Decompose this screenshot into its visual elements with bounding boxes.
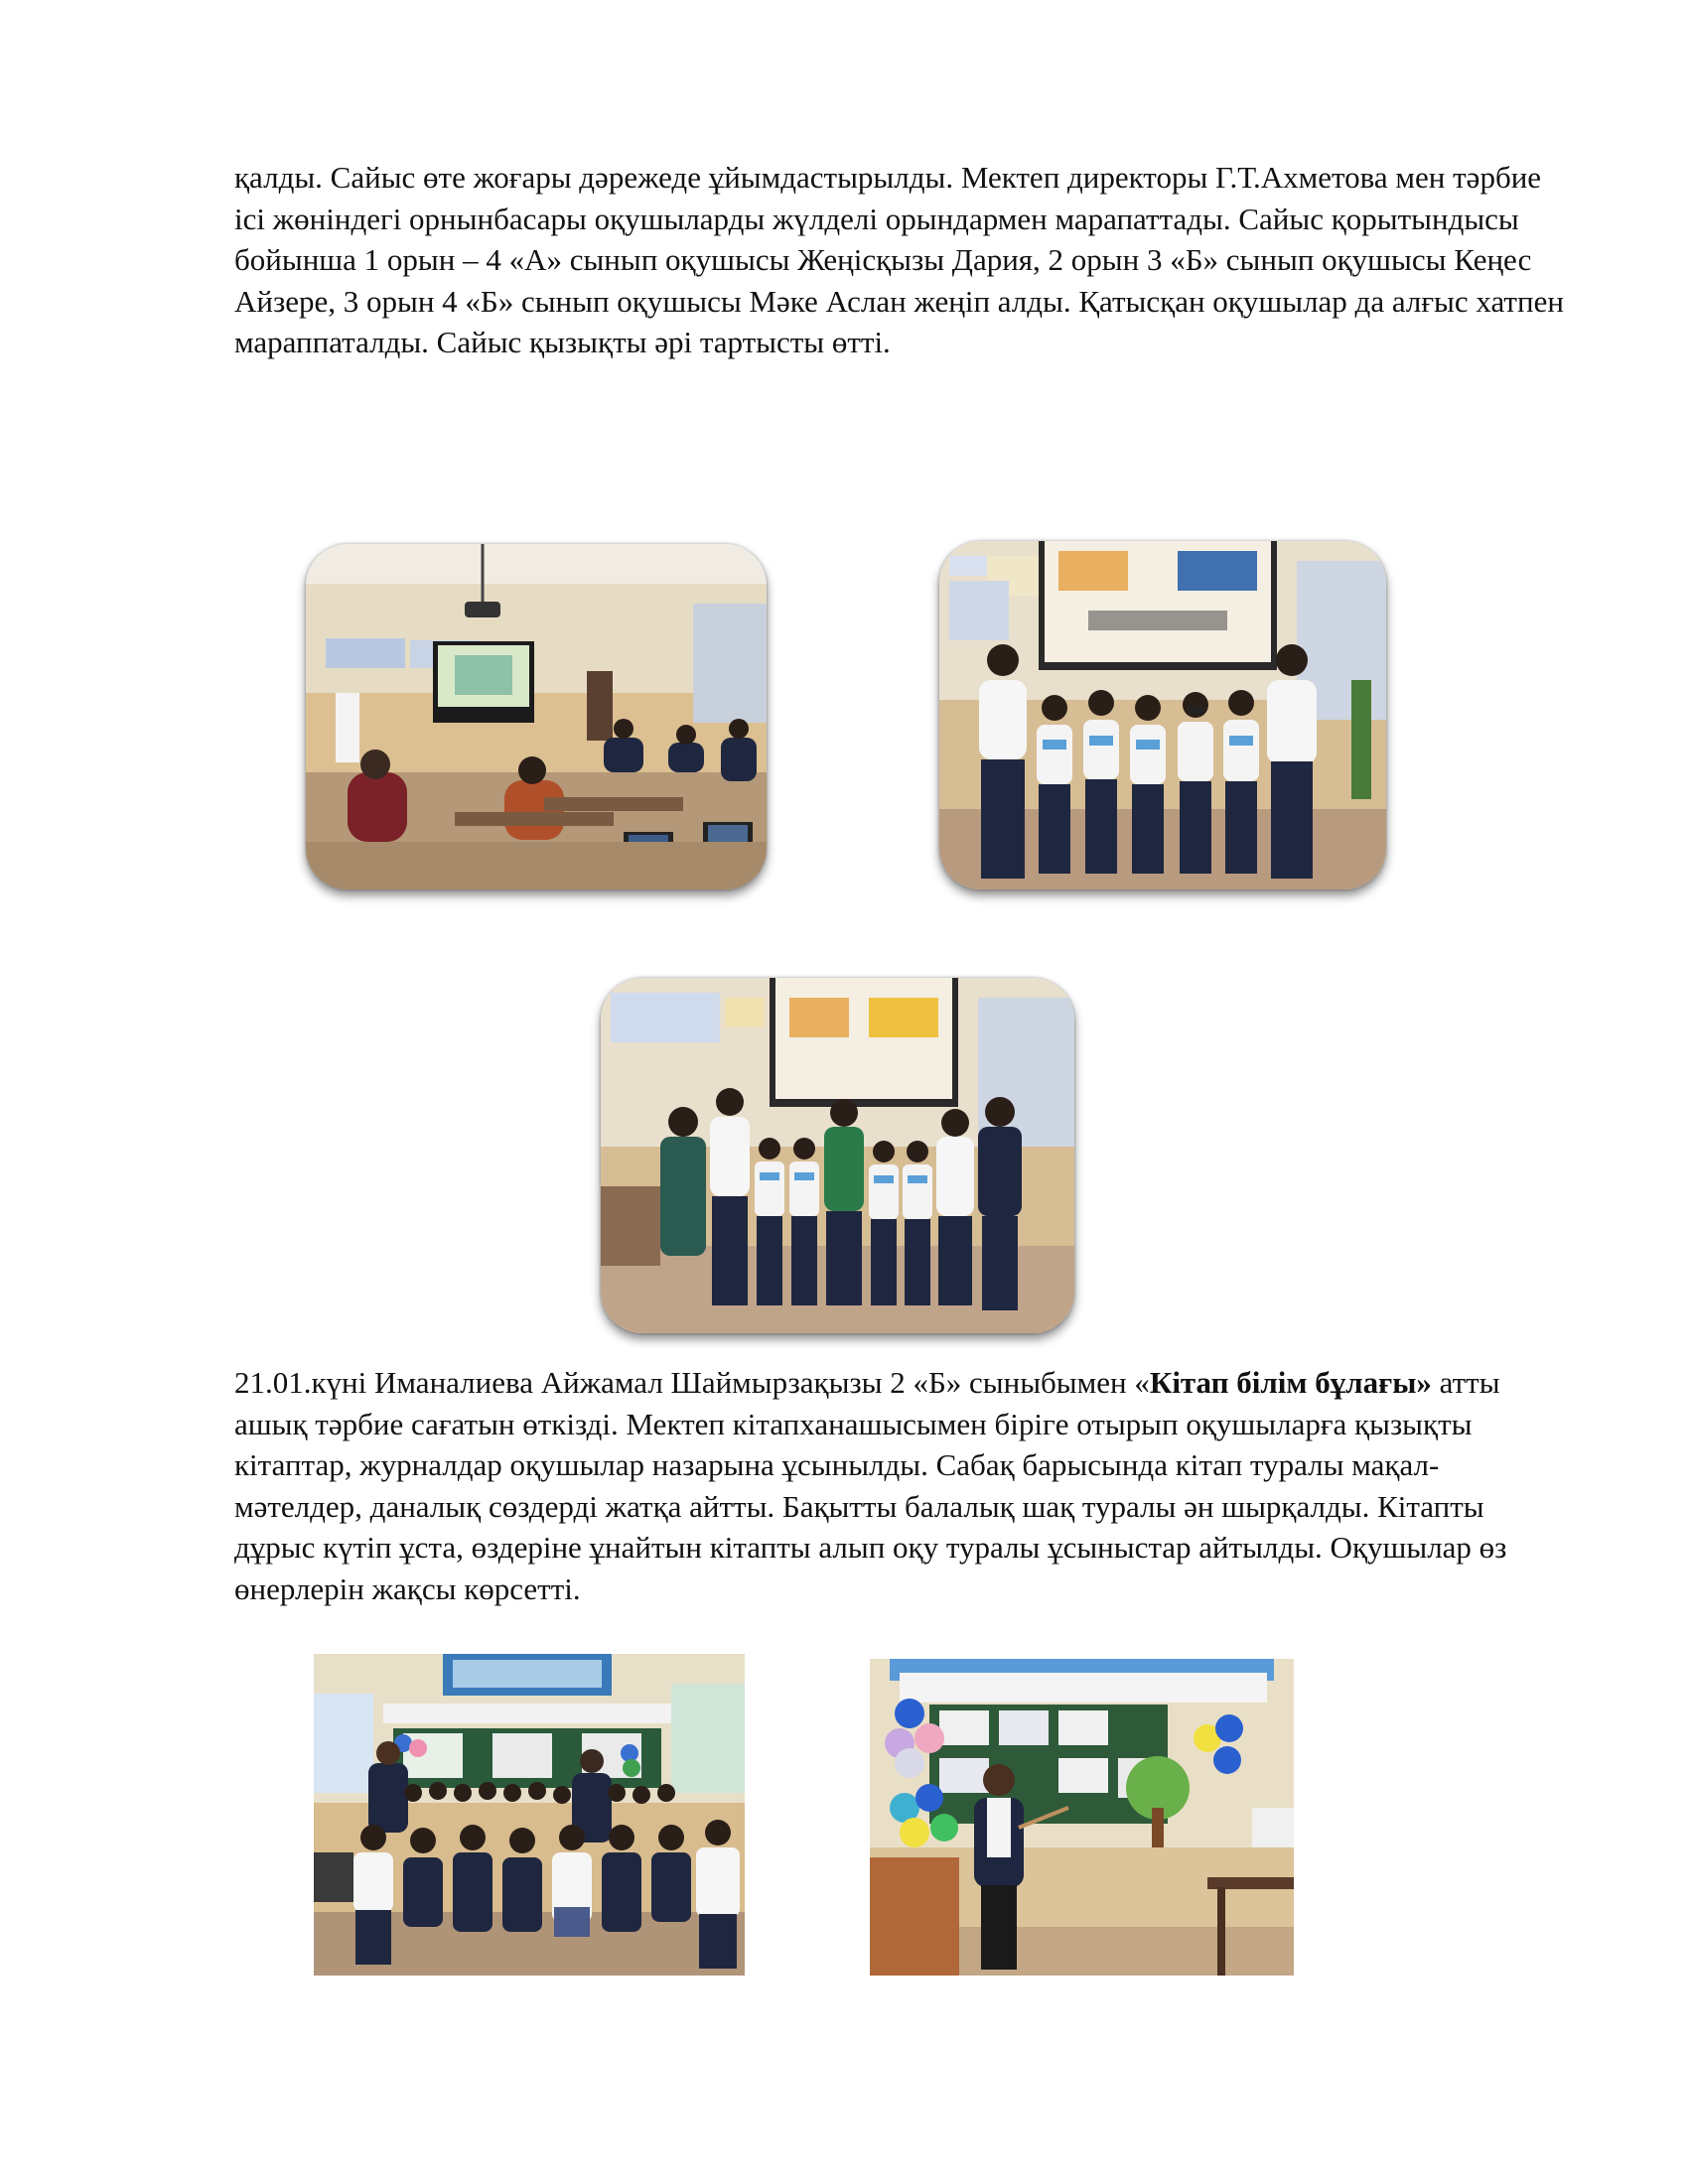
event-title-bold: Кітап білім бұлағы» <box>1149 1365 1432 1400</box>
paragraph-contest-results: қалды. Сайыс өте жоғары дәрежеде ұйымдастырылды. Мектеп директоры Г.Т.Ахметова мен тәрбие ісі жөніндегі орнынбасары оқушыларды жүлделі орындармен марапаттады. Сайыс қорытындысы бойынша 1 орын – 4 «А» сынып оқушысы Жеңісқызы Дария, 2 орын 3 «Б» сынып оқушысы Кеңес Айзере, 3 орын 4 «Б» сынып оқушысы Мәке Аслан жеңіп алды. Қатысқан оқушылар да алғыс хатпен мараппаталды. Сайыс қызықты әрі тартысты өтті. <box>234 160 1564 359</box>
students-group-photo-1 <box>939 541 1386 889</box>
students-group-photo-2 <box>601 978 1074 1333</box>
paragraph-book-event <box>234 1362 1565 1609</box>
paragraph-book-event-body: атты ашық тәрбие сағатын өткізді. Мектеп кітапханашысымен бірігe отырып оқушыларға қызықты кітаптар, журналдар оқушылар назарына ұсынылды. Сабақ барысында кітап туралы мақал-мәтелдер, даналық сөздерді жатқа айтты. Бақытты балалық шақ туралы ән шырқалды. Кітапты дұрыс күтіп ұста, өздеріне ұнайтын кітапты алып оқу туралы ұсыныстар айтылды. Оқушылар өз өнерлерін жақсы көрсетті. <box>234 1365 1507 1606</box>
classroom-contest-photo <box>306 544 767 889</box>
class-2b-group-photo <box>314 1654 745 1976</box>
teacher-at-board-photo <box>870 1659 1294 1976</box>
paragraph-book-event-intro: 21.01.күні Иманалиева Айжамал Шаймырзақызы 2 «Б» сыныбымен « <box>234 1365 1150 1400</box>
